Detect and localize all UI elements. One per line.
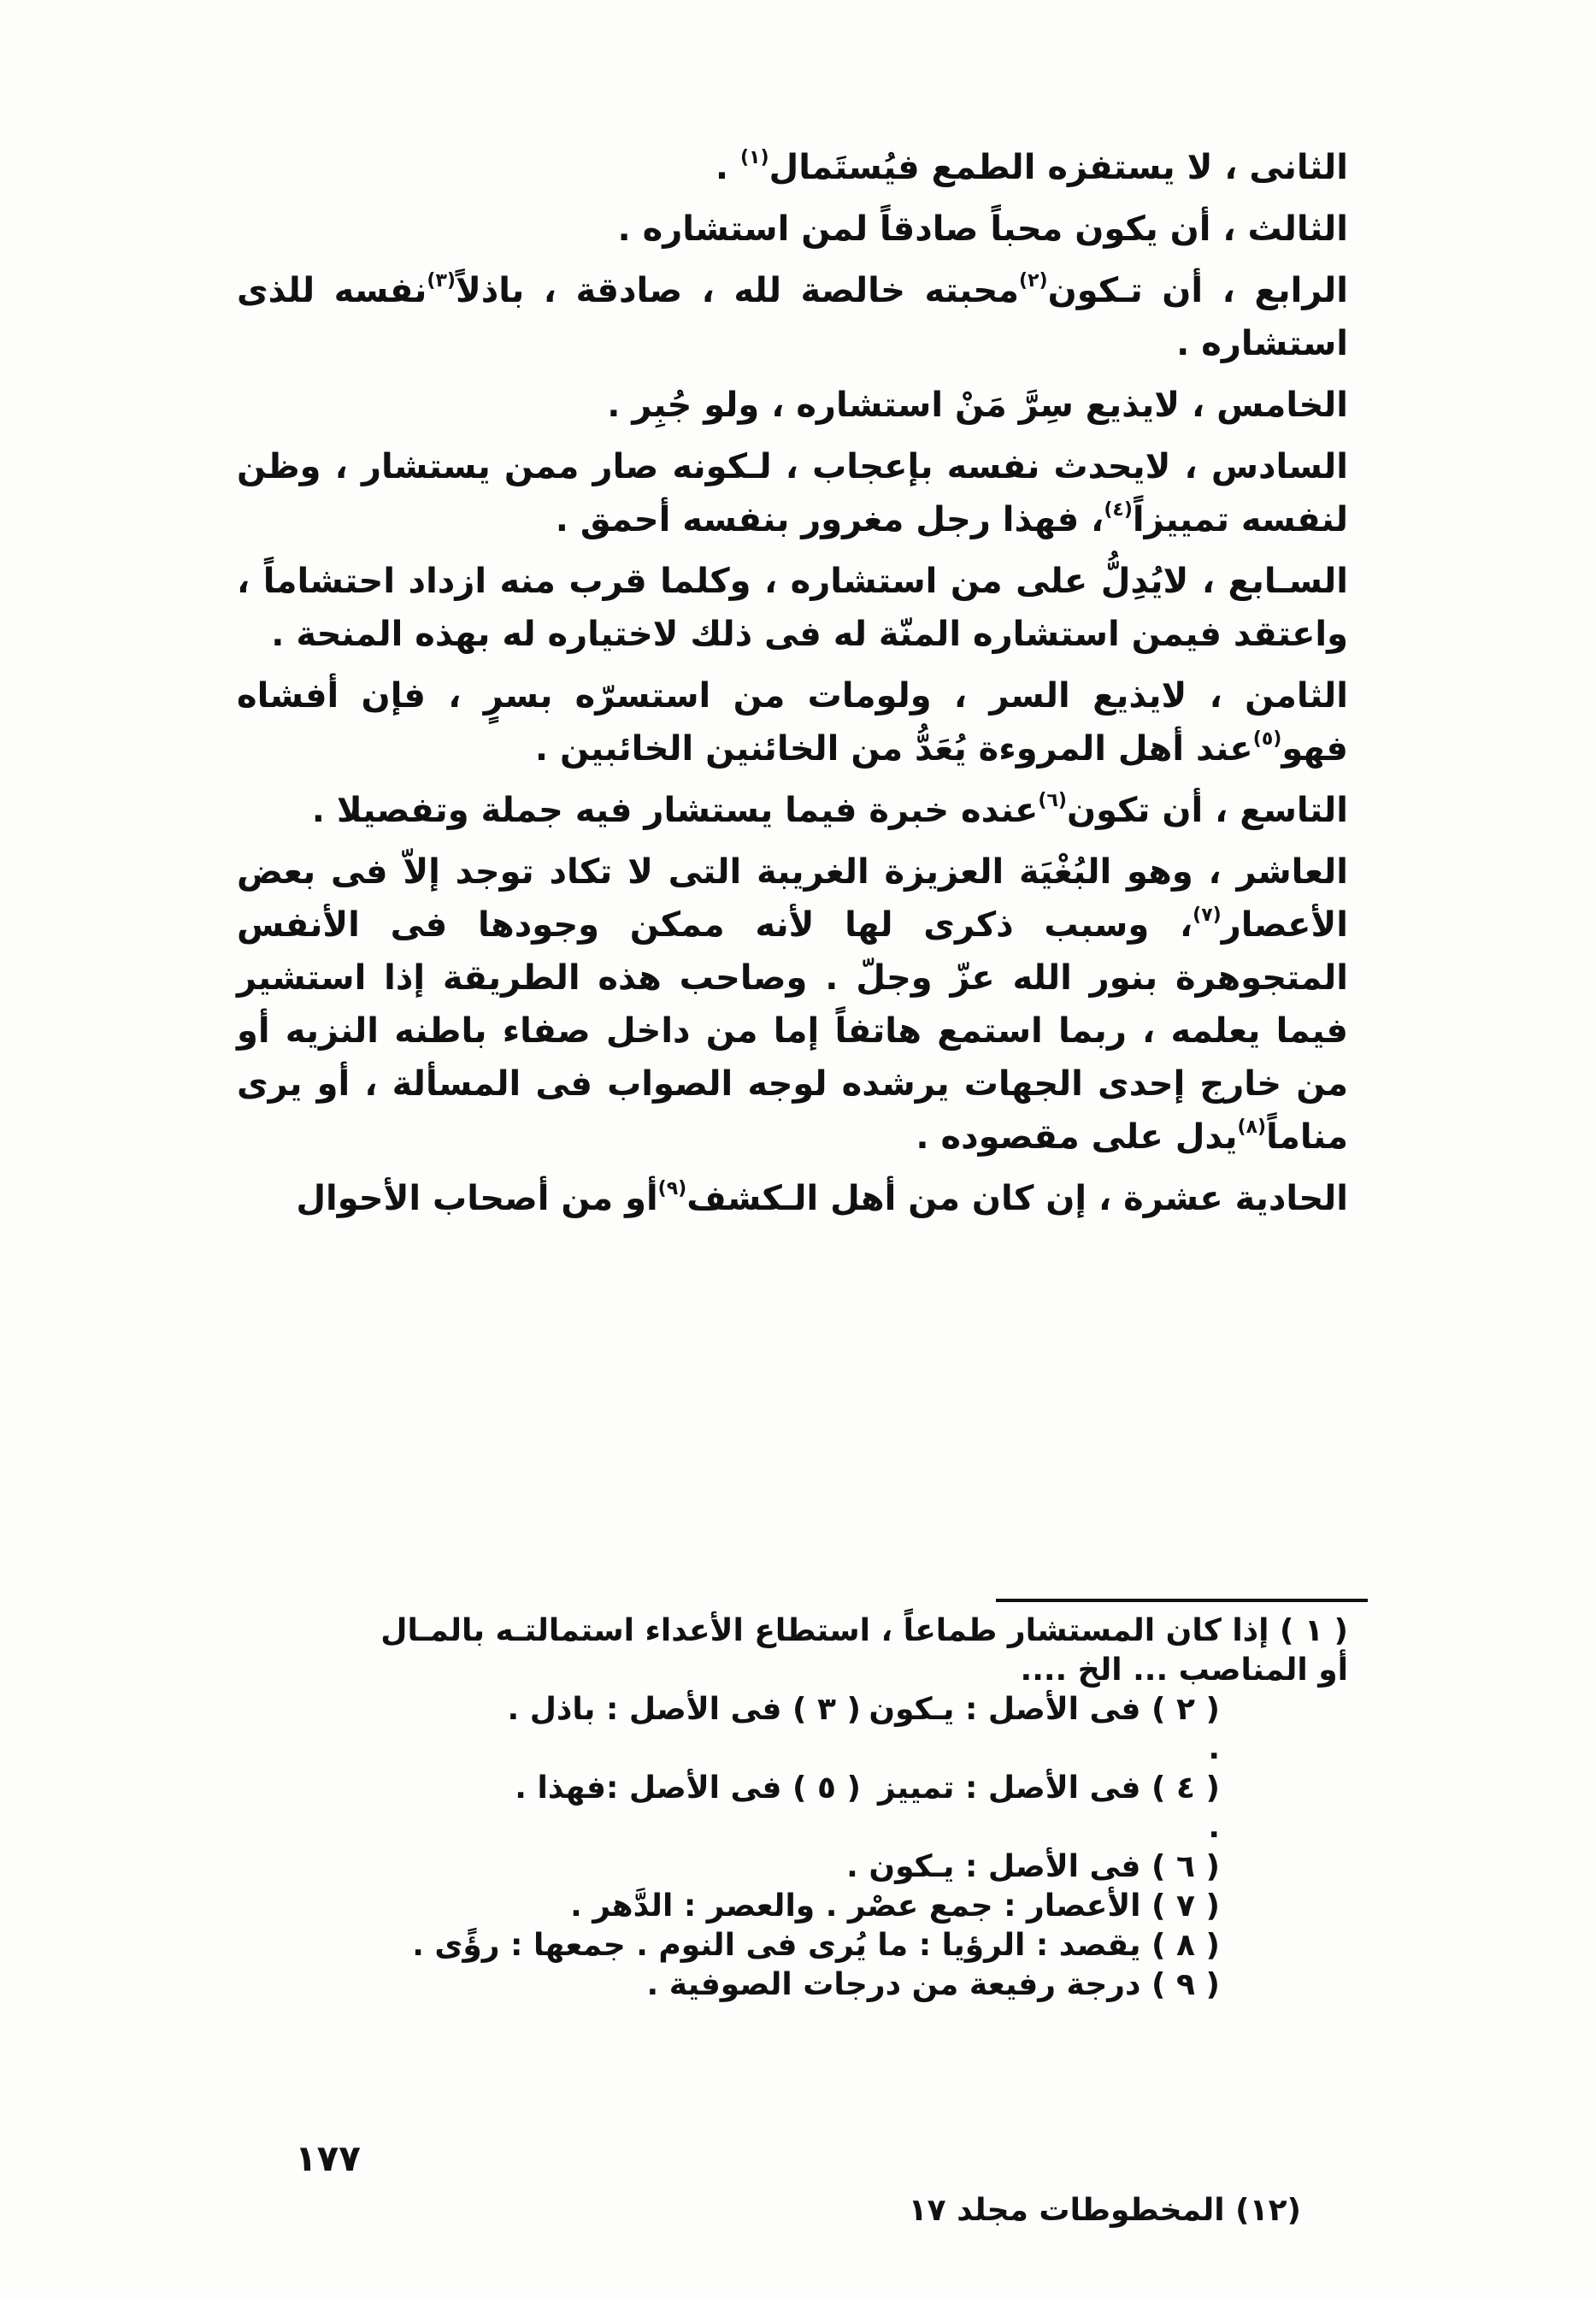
footnote-1-line-1: ( ١ ) إذا كان المستشار طماعاً ، استطاع الأعداء استمالتـه بالمـال <box>380 1613 1348 1648</box>
paragraph-4: الرابع ، أن تـكون$^{(٢)}$محبته خالصة لله ، صادقة ، باذلاً$^{(٣)}$نفسه للذى استشاره . <box>237 270 1348 363</box>
footnote-2: ( ٢ ) فى الأصل : يـكون . <box>869 1692 1220 1766</box>
paragraph-3: الثالث ، أن يكون محباً صادقاً لمن استشاره . <box>617 209 1348 249</box>
footnote-6: ( ٦ ) فى الأصل : يـكون . <box>846 1849 1220 1884</box>
paragraph-5: الخامس ، لايذيع سِرَّ مَنْ استشاره ، ولو جُبِر . <box>607 386 1348 425</box>
footnote-4: ( ٤ ) فى الأصل : تمييز . <box>878 1771 1220 1845</box>
footnotes <box>220 1612 1348 2005</box>
footnote-5: ( ٥ ) فى الأصل :فهذا . <box>515 1771 861 1806</box>
footnote-ref[interactable]: (٢) <box>1019 270 1048 292</box>
footnote-ref[interactable]: (٣) <box>427 270 456 292</box>
footnote-ref[interactable]: (٨) <box>1237 1117 1267 1138</box>
footnote-ref[interactable]: (١) <box>739 147 769 168</box>
footnote-ref[interactable]: (٩) <box>657 1178 687 1199</box>
paragraph-11: الحادية عشرة ، إن كان من أهل الـكشف$^{(٩)}$أو من أصحاب الأحوال <box>296 1178 1348 1218</box>
paragraph-9: التاسع ، أن تكون$^{(٦)}$عنده خبرة فيما يستشار فيه جملة وتفصيلا . <box>311 790 1348 830</box>
footnote-row-4-5 <box>220 1769 1348 1847</box>
paragraph-10: العاشر ، وهو البُغْيَة العزيزة الغريبة التى لا تكاد توجد إلاّ فى بعض الأعصار$^{(٧)}$، وسبب ذكرى لها لأنه ممكن وجودها فى الأنفس المتجوهرة بنور الله عزّ وجلّ . وصاحب هذه الطريقة إذا استشير فيما يعلمه ، ربما استمع هاتفاً إما من داخل صفاء باطنه النزيه أو من خارج إحدى الجهات يرشده لوجه الصواب فى المسألة ، أو يرى مناماً$^{(٨)}$يدل على مقصوده . <box>237 852 1348 1157</box>
footnote-3: ( ٣ ) فى الأصل : باذل . <box>507 1692 861 1727</box>
page-number: ١٧٧ <box>295 2137 361 2179</box>
running-footer: (١٢) المخطوطات مجلد ١٧ <box>908 2193 1301 2228</box>
footnote-ref[interactable]: (٥) <box>1252 728 1282 750</box>
footnote-8: ( ٨ ) يقصد : الرؤيا : ما يُرى فى النوم . جمعها : رؤًى . <box>412 1928 1220 1963</box>
paragraph-8: الثامن ، لايذيع السر ، ولومات من استسرّه بسرٍ ، فإن أفشاه فهو$^{(٥)}$عند أهل المروءة يُعَدُّ من الخائنين الخائبين . <box>237 676 1348 769</box>
footnote-ref[interactable]: (٧) <box>1193 904 1222 926</box>
footnote-ref[interactable]: (٦) <box>1038 790 1067 811</box>
footnote-row-2-3 <box>220 1690 1348 1769</box>
footnote-separator-rule <box>996 1599 1368 1602</box>
paragraph-6: السادس ، لايحدث نفسه بإعجاب ، لـكونه صار ممن يستشار ، وظن لنفسه تمييزاً$^{(٤)}$، فهذا رجل مغرور بنفسه أحمق . <box>237 447 1348 539</box>
footnote-ref[interactable]: (٤) <box>1104 499 1133 521</box>
footnote-7: ( ٧ ) الأعصار : جمع عصْر . والعصر : الدَّهر . <box>570 1888 1220 1924</box>
main-text <box>237 141 1348 1234</box>
footnote-1-line-2: أو المناصب ... الخ .... <box>1020 1653 1348 1688</box>
paragraph-7: السـابع ، لايُدِلُّ على من استشاره ، وكلما قرب منه ازداد احتشاماً ، واعتقد فيمن استشاره المنّة له فى ذلك لاختياره له بهذه المنحة . <box>237 562 1348 654</box>
footnote-9: ( ٩ ) درجة رفيعة من درجات الصوفية . <box>646 1967 1220 2002</box>
paragraph-2: الثانى ، لا يستفزه الطمع فيُستَمال$^{(١)}$ . <box>715 147 1348 187</box>
